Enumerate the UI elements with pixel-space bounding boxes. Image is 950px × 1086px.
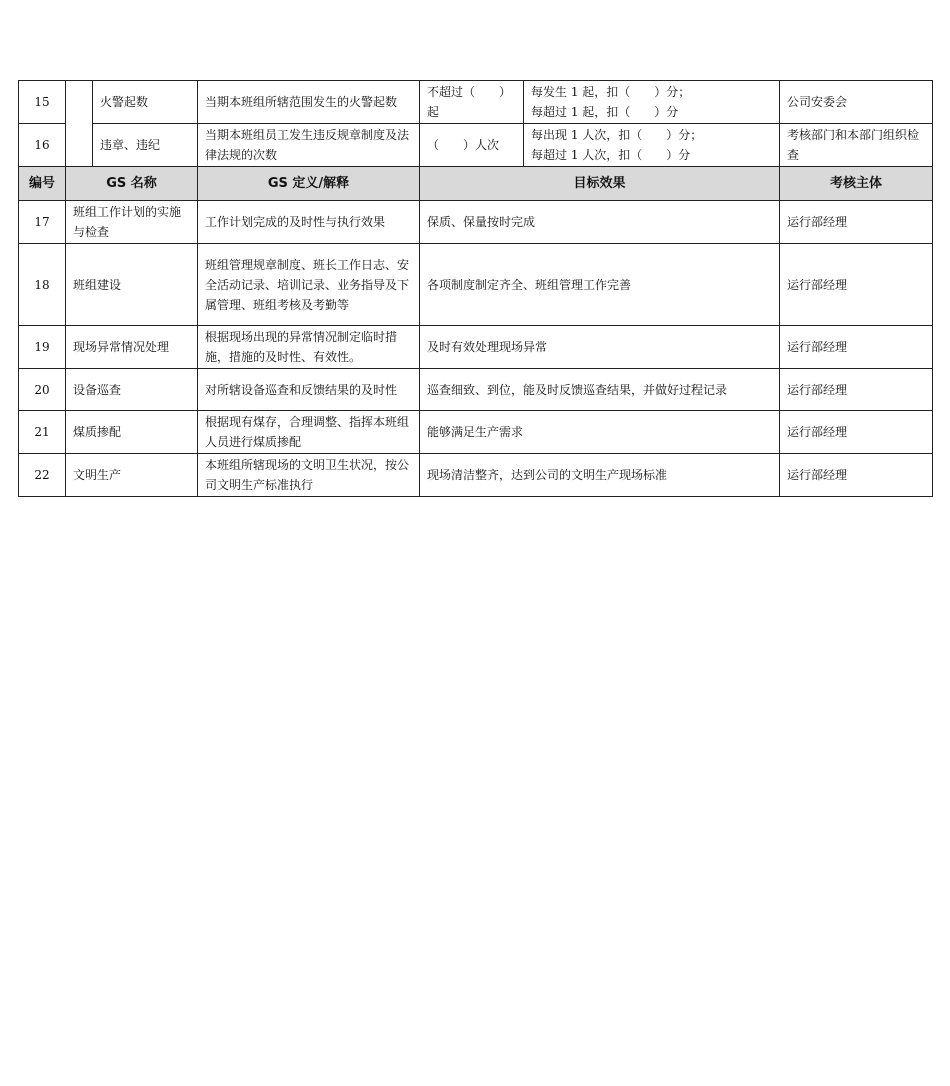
row-number: 16 [19,124,66,167]
gs-definition: 工作计划完成的及时性与执行效果 [198,201,420,244]
gs-definition: 根据现有煤存，合理调整、指挥本班组人员进行煤质掺配 [198,411,420,454]
header-number: 编号 [19,167,66,201]
gs-name: 设备巡查 [66,369,198,411]
gs-definition: 根据现场出现的异常情况制定临时措施，措施的及时性、有效性。 [198,326,420,369]
row-number: 18 [19,244,66,326]
deduction-line: 每出现 1 人次，扣（ ）分； [531,128,703,142]
target-value: （ ）人次 [420,124,524,167]
deduction-line: 每发生 1 起，扣（ ）分； [531,85,691,99]
target-effect: 现场清洁整齐，达到公司的文明生产现场标准 [420,454,780,497]
table-row [19,326,933,369]
assessor: 运行部经理 [780,369,933,411]
row-number: 21 [19,411,66,454]
header-assessor: 考核主体 [780,167,933,201]
table-header-row [19,167,933,201]
table-row [19,244,933,326]
header-effect: 目标效果 [420,167,780,201]
assessor: 考核部门和本部门组织检查 [780,124,933,167]
row-number: 17 [19,201,66,244]
table-row [19,454,933,497]
gs-name: 煤质掺配 [66,411,198,454]
header-definition: GS 定义/解释 [198,167,420,201]
gs-name: 现场异常情况处理 [66,326,198,369]
gs-name: 班组建设 [66,244,198,326]
deduction-rule [524,81,780,124]
target-effect: 能够满足生产需求 [420,411,780,454]
target-effect: 各项制度制定齐全、班组管理工作完善 [420,244,780,326]
assessor: 运行部经理 [780,326,933,369]
table-row [19,201,933,244]
indicator-definition: 当期本班组所辖范围发生的火警起数 [198,81,420,124]
target-effect: 巡查细致、到位，能及时反馈巡查结果，并做好过程记录 [420,369,780,411]
deduction-line: 每超过 1 起，扣（ ）分 [531,105,679,119]
row-number: 15 [19,81,66,124]
indicator-name: 火警起数 [93,81,198,124]
gs-name: 文明生产 [66,454,198,497]
row-number: 20 [19,369,66,411]
assessor: 公司安委会 [780,81,933,124]
target-effect: 及时有效处理现场异常 [420,326,780,369]
target-value: 不超过（ ）起 [420,81,524,124]
gs-name: 班组工作计划的实施与检查 [66,201,198,244]
row-number: 22 [19,454,66,497]
assessor: 运行部经理 [780,201,933,244]
deduction-rule [524,124,780,167]
row-number: 19 [19,326,66,369]
indicator-name: 违章、违纪 [93,124,198,167]
gs-definition: 本班组所辖现场的文明卫生状况，按公司文明生产标准执行 [198,454,420,497]
assessor: 运行部经理 [780,244,933,326]
indicator-definition: 当期本班组员工发生违反规章制度及法律法规的次数 [198,124,420,167]
merged-category-cell [66,81,93,167]
table-row [19,81,933,124]
header-name: GS 名称 [66,167,198,201]
gs-definition: 对所辖设备巡查和反馈结果的及时性 [198,369,420,411]
gs-assessment-table [18,80,933,497]
deduction-line: 每超过 1 人次，扣（ ）分 [531,148,691,162]
assessor: 运行部经理 [780,454,933,497]
assessor: 运行部经理 [780,411,933,454]
gs-definition: 班组管理规章制度、班长工作日志、安全活动记录、培训记录、业务指导及下属管理、班组考核及考勤等 [198,244,420,326]
table-row [19,411,933,454]
table-row [19,124,933,167]
table-row [19,369,933,411]
target-effect: 保质、保量按时完成 [420,201,780,244]
